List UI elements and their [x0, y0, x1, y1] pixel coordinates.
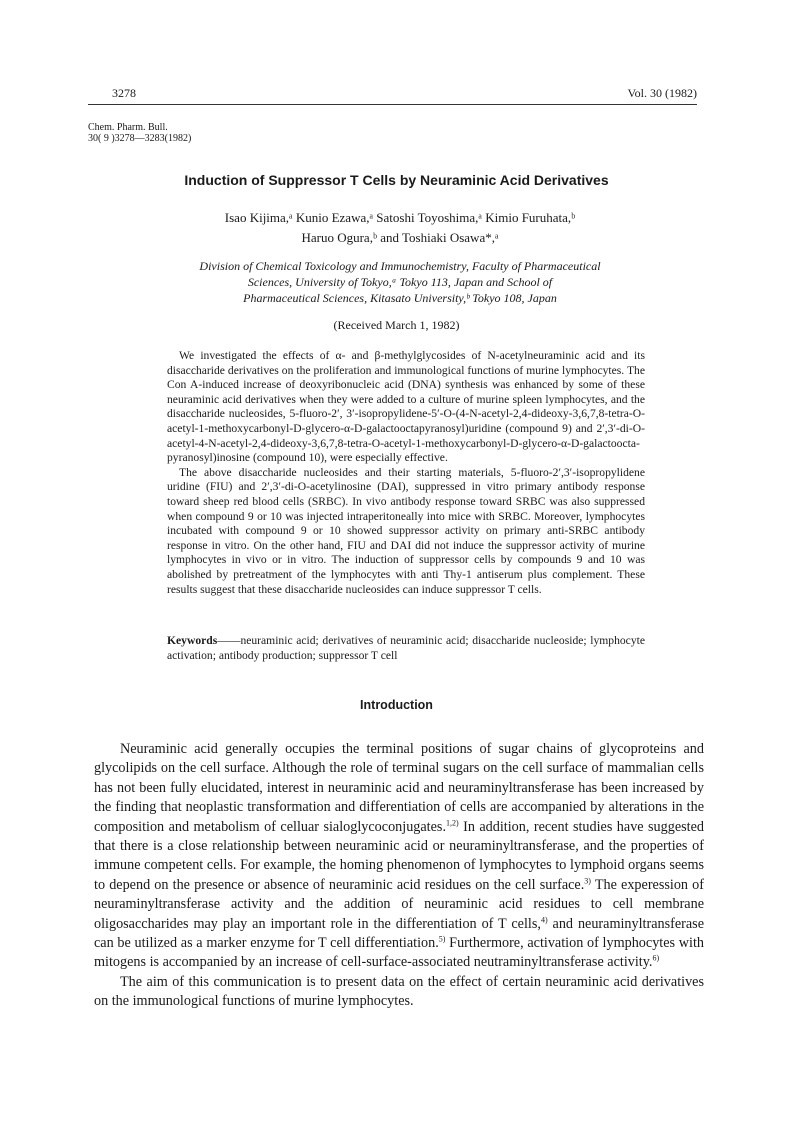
paper-title: Induction of Suppressor T Cells by Neuraminic Acid Derivatives	[184, 172, 609, 188]
body-text: The experession of neuraminyltransferase activity and the addition of neuraminic acid residues to cell membrane oligosaccharides may play an important role in the differentiation of T cells,	[94, 876, 704, 932]
abstract	[167, 349, 645, 597]
section-title-introduction: Introduction	[360, 698, 433, 712]
reference-marker: 6)	[652, 953, 660, 963]
author-line-2: Haruo Ogura,ᵇ and Toshiaki Osawa*,ᵃ	[301, 230, 499, 245]
body-text: In addition, recent studies have suggested that there is a close relationship between neuraminic acid or neuraminyltransferase, and the properties of immune competent cells. For example, the homing phenomenon of lymphocytes to lymphoid organs seems to depend on the presence or absence of neuraminic acid residues on the cell surface.	[94, 818, 704, 893]
reference-marker: 1,2)	[446, 817, 459, 827]
keywords-text: ——neuraminic acid; derivatives of neuraminic acid; disaccharide nucleoside; lymphocyte activation; antibody production; suppressor T cell	[167, 634, 645, 662]
volume-label: Vol. 30 (1982)	[627, 86, 697, 100]
reference-marker: 4)	[540, 914, 548, 924]
reference-marker: 3)	[584, 876, 591, 886]
citation-line-2: 30( 9 )3278—3283(1982)	[88, 133, 192, 144]
received-date: (Received March 1, 1982)	[333, 318, 460, 332]
abstract-paragraph-2: The above disaccharide nucleosides and their starting materials, 5-fluoro-2′,3′-isopropylidene uridine (FIU) and 2′,3′-di-O-acetylinosine (DAI), suppressed in vitro primary antibody response toward sheep red blood cells (SRBC). In vivo antibody response toward SRBC was also suppressed when compound 9 or 10 was injected intraperitoneally into mice with SRBC. Moreover, lymphocytes incubated with compound 9 or 10 showed suppressor activity on primary anti-SRBC antibody response in vitro. On the other hand, FIU and DAI did not induce the suppressor activity of murine lymphocytes in vivo or in vitro. The induction of suppressor cells by compounds 9 and 10 was abolished by pretreatment of the lymphocytes with anti Thy-1 antiserum plus complement. These results suggest that these disaccharide nucleosides can induce suppressor T cells.	[167, 465, 645, 596]
reference-marker: 5)	[438, 934, 446, 944]
affiliation	[150, 258, 650, 306]
author-list	[100, 208, 700, 248]
body-text: and neuraminyltransferase can be utilized as a marker enzyme for T cell differentiation.	[94, 915, 704, 952]
affiliation-line-1: Division of Chemical Toxicology and Immunochemistry, Faculty of Pharmaceutical	[199, 259, 601, 273]
author-line-1: Isao Kijima,ᵃ Kunio Ezawa,ᵃ Satoshi Toyoshima,ᵃ Kimio Furuhata,ᵇ	[224, 210, 576, 225]
body-paragraph-2: The aim of this communication is to present data on the effect of certain neuraminic acid derivatives on the immunological functions of murine lymphocytes.	[94, 973, 704, 1010]
affiliation-line-3: Pharmaceutical Sciences, Kitasato University,ᵇ Tokyo 108, Japan	[243, 291, 557, 305]
keywords-label: Keywords	[167, 634, 218, 647]
running-header	[88, 86, 697, 105]
body-text: Furthermore, activation of lymphocytes with mitogens is accompanied by an increase of cell-surface-associated neutraminyltransferase activity.	[94, 935, 704, 971]
citation-line-1: Chem. Pharm. Bull.	[88, 122, 168, 133]
abstract-paragraph-1: We investigated the effects of α- and β-methylglycosides of N-acetylneuraminic acid and its disaccharide derivatives on the proliferation and immunological functions of murine lymphocytes. The Con A-induced increase of deoxyribonucleic acid (DNA) synthesis was enhanced by some of these neuraminic acid derivatives when they were added to a culture of murine spleen lymphocytes, and the disaccharide nucleosides, 5-fluoro-2′, 3′-isopropylidene-5′-O-(4-N-acetyl-2,4-dideoxy-3,6,7,8-tetra-O-acetyl-1-methoxycarbonyl-D-glycero-α-D-galactooctapyranosyl)uridine (compound 9) and 2′,3′-di-O-acetyl-4-N-acetyl-2,4-dideoxy-3,6,7,8-tetra-O-acetyl-1-methoxycarbonyl-D-glycero-α-D-galactoocta-pyranosyl)inosine (compound 10), were especially effective.	[167, 349, 645, 465]
introduction-body	[94, 740, 704, 1012]
journal-citation	[88, 122, 191, 144]
page-number: 3278	[112, 86, 136, 100]
body-text: Neuraminic acid generally occupies the terminal positions of sugar chains of glycoproteins and glycolipids on the cell surface. Although the role of terminal sugars on the cell surface of mammalian cells has not been fully elucidated, interest in neuraminic acid and neuraminyltransferase has been increased by the finding that neoplastic transformation and differentiation of cells are accompanied by alterations in the composition and metabolism of celluar sialoglycoconjugates.	[94, 741, 704, 835]
keywords	[167, 634, 645, 663]
body-paragraph-1	[94, 740, 704, 973]
affiliation-line-2: Sciences, University of Tokyo,ᵃ Tokyo 113, Japan and School of	[247, 275, 553, 289]
